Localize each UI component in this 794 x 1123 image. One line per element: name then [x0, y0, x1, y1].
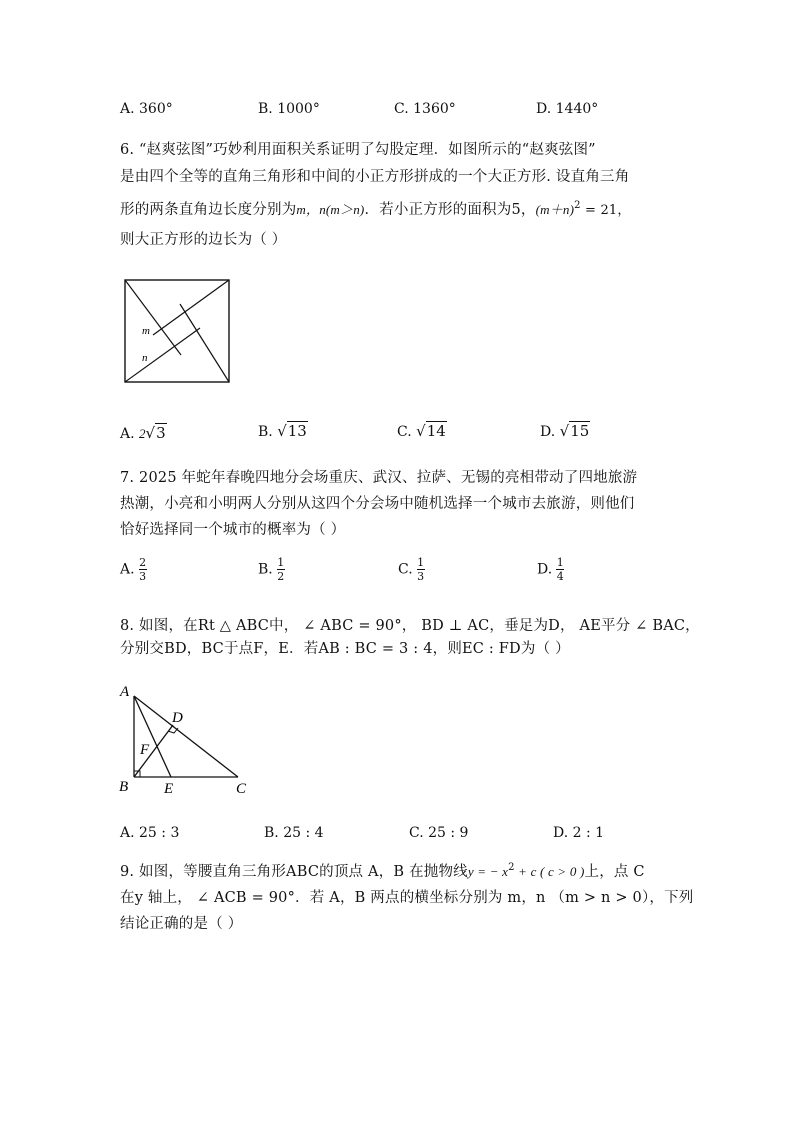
q7-option-d[interactable]: D. $\frac{1}{4}$	[537, 556, 564, 583]
label-m: m	[142, 325, 150, 337]
q8-option-d[interactable]: D. 2 : 1	[553, 825, 605, 841]
label-a: A	[120, 684, 130, 700]
q6-line-3: 形的两条直角边长度分别为m，n(m＞n)．若小正方形的面积为5，$(m+n)^2 = 21$，	[120, 200, 631, 218]
q5-option-c[interactable]: C. 1360°	[394, 101, 456, 117]
q6-line-2: 是由四个全等的直角三角形和中间的小正方形拼成的一个大正方形. 设直角三角	[120, 169, 630, 185]
q9-parabola: y = − x	[467, 864, 509, 879]
q7-line-3: 恰好选择同一个城市的概率为（ ）	[120, 522, 346, 538]
q6-option-d[interactable]: D. √15	[540, 422, 590, 440]
triangle-edge-2	[153, 280, 229, 335]
label-d: D	[172, 710, 183, 726]
q7-option-b[interactable]: B. $\frac{1}{2}$	[258, 556, 285, 583]
label-n: n	[142, 352, 148, 364]
q6-math-mn: m，n(m＞n)	[296, 202, 365, 217]
q8-line-1: 8. 如图，在Rt △ ABC中， ∠ ABC = 90°， BD ⊥ AC，垂足为D， AE平分 ∠ BAC，	[120, 618, 700, 634]
sqrt-symbol: √13	[277, 422, 307, 440]
segment-ac	[134, 696, 238, 777]
q6-math-sum: (m＋n)	[535, 202, 575, 217]
q9-line-3: 结论正确的是（ ）	[120, 916, 243, 932]
q6-line-1: 6. “赵爽弦图”巧妙利用面积关系证明了勾股定理．如图所示的“赵爽弦图”	[120, 142, 596, 158]
label-c: C	[236, 781, 247, 797]
q6-option-c[interactable]: C. √14	[397, 422, 446, 440]
label-b: B	[119, 779, 129, 795]
q8-line-2: 分别交BD，BC于点F，E．若AB : BC = 3 : 4，则EC : FD为（ ）	[120, 641, 570, 657]
label-f: F	[140, 742, 150, 758]
q7-option-c[interactable]: C. $\frac{1}{3}$	[398, 556, 425, 583]
fraction: $\frac{1}{4}$	[556, 556, 564, 583]
segment-ae	[134, 696, 171, 777]
outer-square	[125, 280, 229, 382]
fraction: $\frac{1}{3}$	[417, 556, 425, 583]
q5-option-a[interactable]: A. 360°	[120, 101, 173, 117]
triangle-edge-1	[125, 280, 181, 355]
sqrt-symbol: √15	[559, 422, 590, 440]
triangle-edge-4	[125, 328, 200, 382]
q7-line-2: 热潮，小亮和小明两人分别从这四个分会场中随机选择一个城市去旅游，则他们	[120, 496, 635, 512]
fraction: $\frac{2}{3}$	[139, 556, 147, 583]
q8-option-b[interactable]: B. 25 : 4	[264, 825, 324, 841]
triangle-edge-3	[180, 304, 229, 382]
q6-option-b[interactable]: B. √13	[258, 422, 307, 440]
fraction: $\frac{1}{2}$	[277, 556, 285, 583]
sqrt-symbol: √14	[416, 422, 446, 440]
q6-line-4: 则大正方形的边长为（ ）	[120, 232, 287, 248]
q8-option-c[interactable]: C. 25 : 9	[409, 825, 469, 841]
q9-line-2: 在y 轴上， ∠ ACB = 90°．若 A，B 两点的横坐标分别为 m，n （m > n > 0），下列	[120, 890, 694, 906]
zhao-shuang-figure	[118, 274, 238, 386]
q6-option-a[interactable]: A. 2√3	[120, 424, 166, 442]
q5-option-d[interactable]: D. 1440°	[536, 101, 599, 117]
q5-option-b[interactable]: B. 1000°	[258, 101, 320, 117]
triangle-figure	[114, 680, 264, 800]
q7-line-1: 7. 2025 年蛇年春晚四地分会场重庆、武汉、拉萨、无锡的亮相带动了四地旅游	[120, 470, 638, 486]
q7-option-a[interactable]: A. $\frac{2}{3}$	[120, 556, 147, 583]
q8-option-a[interactable]: A. 25 : 3	[120, 825, 180, 841]
label-e: E	[164, 781, 174, 797]
sqrt-symbol: √3	[145, 424, 166, 442]
q9-line-1: 9. 如图，等腰直角三角形ABC的顶点 A，B 在抛物线y = − $x^2 + c$ ( c > 0 )上，点 C	[120, 862, 645, 880]
